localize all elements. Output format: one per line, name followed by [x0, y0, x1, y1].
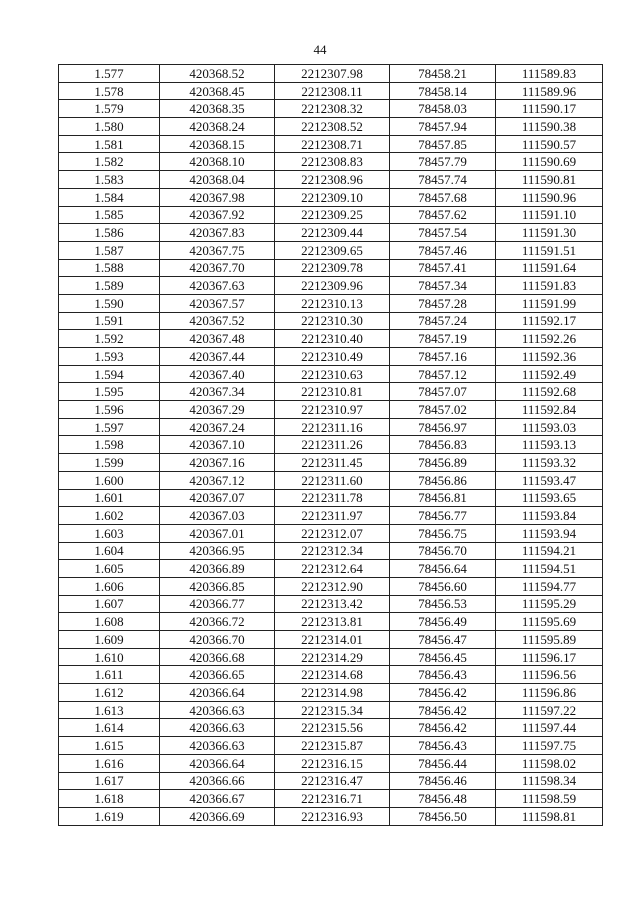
table-cell: 1.577 — [59, 65, 160, 83]
table-cell: 111595.29 — [496, 595, 603, 613]
table-cell: 420368.52 — [160, 65, 275, 83]
table-cell: 1.578 — [59, 82, 160, 100]
table-cell: 78456.89 — [390, 454, 496, 472]
table-cell: 111596.17 — [496, 648, 603, 666]
table-cell: 420366.85 — [160, 577, 275, 595]
table-cell: 111594.21 — [496, 542, 603, 560]
coordinates-table-body — [59, 65, 603, 826]
table-cell: 111597.22 — [496, 701, 603, 719]
table-cell: 78456.70 — [390, 542, 496, 560]
table-cell: 1.607 — [59, 595, 160, 613]
table-cell: 111595.89 — [496, 631, 603, 649]
table-cell: 1.583 — [59, 171, 160, 189]
table-cell: 2212309.25 — [275, 206, 390, 224]
table-cell: 1.593 — [59, 348, 160, 366]
table-cell: 1.591 — [59, 312, 160, 330]
table-row — [59, 401, 603, 419]
table-cell: 420366.64 — [160, 684, 275, 702]
table-cell: 111594.51 — [496, 560, 603, 578]
table-cell: 1.596 — [59, 401, 160, 419]
table-row — [59, 666, 603, 684]
table-cell: 2212315.87 — [275, 737, 390, 755]
table-cell: 78457.02 — [390, 401, 496, 419]
table-cell: 2212308.32 — [275, 100, 390, 118]
table-cell: 111590.96 — [496, 188, 603, 206]
table-cell: 420367.29 — [160, 401, 275, 419]
table-cell: 1.588 — [59, 259, 160, 277]
table-row — [59, 701, 603, 719]
table-cell: 78456.86 — [390, 471, 496, 489]
table-row — [59, 719, 603, 737]
table-row — [59, 100, 603, 118]
table-cell: 111592.49 — [496, 365, 603, 383]
table-cell: 78457.74 — [390, 171, 496, 189]
table-cell: 1.608 — [59, 613, 160, 631]
table-cell: 111593.13 — [496, 436, 603, 454]
table-row — [59, 224, 603, 242]
table-cell: 2212309.96 — [275, 277, 390, 295]
table-cell: 420367.48 — [160, 330, 275, 348]
coordinates-table — [58, 64, 603, 826]
table-cell: 2212312.90 — [275, 577, 390, 595]
table-row — [59, 82, 603, 100]
table-row — [59, 560, 603, 578]
table-cell: 78456.43 — [390, 666, 496, 684]
table-cell: 1.603 — [59, 524, 160, 542]
table-cell: 2212311.78 — [275, 489, 390, 507]
table-cell: 1.615 — [59, 737, 160, 755]
table-cell: 1.579 — [59, 100, 160, 118]
table-cell: 420366.95 — [160, 542, 275, 560]
table-cell: 1.613 — [59, 701, 160, 719]
table-cell: 420366.77 — [160, 595, 275, 613]
table-cell: 420367.07 — [160, 489, 275, 507]
table-cell: 2212310.40 — [275, 330, 390, 348]
table-cell: 111589.96 — [496, 82, 603, 100]
table-cell: 1.584 — [59, 188, 160, 206]
table-cell: 78456.47 — [390, 631, 496, 649]
table-cell: 2212308.11 — [275, 82, 390, 100]
table-cell: 111593.65 — [496, 489, 603, 507]
table-cell: 420367.12 — [160, 471, 275, 489]
table-cell: 1.599 — [59, 454, 160, 472]
table-cell: 2212311.26 — [275, 436, 390, 454]
table-cell: 111595.69 — [496, 613, 603, 631]
table-cell: 111594.77 — [496, 577, 603, 595]
table-cell: 420367.24 — [160, 418, 275, 436]
table-cell: 2212315.56 — [275, 719, 390, 737]
table-cell: 420366.89 — [160, 560, 275, 578]
table-row — [59, 807, 603, 825]
table-cell: 78457.41 — [390, 259, 496, 277]
table-row — [59, 524, 603, 542]
table-row — [59, 188, 603, 206]
table-cell: 1.618 — [59, 790, 160, 808]
table-cell: 2212310.30 — [275, 312, 390, 330]
table-cell: 111590.17 — [496, 100, 603, 118]
table-cell: 78457.46 — [390, 241, 496, 259]
table-cell: 2212314.68 — [275, 666, 390, 684]
table-cell: 420367.98 — [160, 188, 275, 206]
table-row — [59, 348, 603, 366]
table-cell: 111598.59 — [496, 790, 603, 808]
table-cell: 111590.69 — [496, 153, 603, 171]
table-cell: 2212310.49 — [275, 348, 390, 366]
table-row — [59, 613, 603, 631]
table-cell: 2212316.15 — [275, 754, 390, 772]
table-cell: 111596.56 — [496, 666, 603, 684]
table-cell: 2212308.96 — [275, 171, 390, 189]
table-row — [59, 595, 603, 613]
table-cell: 111592.36 — [496, 348, 603, 366]
table-row — [59, 153, 603, 171]
table-row — [59, 312, 603, 330]
table-cell: 111591.51 — [496, 241, 603, 259]
table-cell: 420366.65 — [160, 666, 275, 684]
table-cell: 78457.19 — [390, 330, 496, 348]
table-cell: 420366.69 — [160, 807, 275, 825]
table-cell: 420366.72 — [160, 613, 275, 631]
table-cell: 420367.57 — [160, 294, 275, 312]
table-cell: 420367.52 — [160, 312, 275, 330]
table-cell: 1.606 — [59, 577, 160, 595]
table-cell: 78456.64 — [390, 560, 496, 578]
table-row — [59, 277, 603, 295]
table-cell: 111591.83 — [496, 277, 603, 295]
table-cell: 1.586 — [59, 224, 160, 242]
table-cell: 111593.03 — [496, 418, 603, 436]
table-cell: 78458.21 — [390, 65, 496, 83]
table-cell: 1.592 — [59, 330, 160, 348]
table-cell: 420366.63 — [160, 701, 275, 719]
table-cell: 420367.75 — [160, 241, 275, 259]
table-row — [59, 542, 603, 560]
table-cell: 111591.30 — [496, 224, 603, 242]
table-cell: 78457.54 — [390, 224, 496, 242]
table-row — [59, 684, 603, 702]
table-cell: 111598.81 — [496, 807, 603, 825]
table-cell: 1.609 — [59, 631, 160, 649]
table-cell: 1.597 — [59, 418, 160, 436]
table-cell: 2212314.29 — [275, 648, 390, 666]
table-cell: 420367.10 — [160, 436, 275, 454]
table-row — [59, 772, 603, 790]
page-number: 44 — [313, 42, 327, 57]
table-cell: 420368.15 — [160, 135, 275, 153]
table-cell: 111590.81 — [496, 171, 603, 189]
table-row — [59, 577, 603, 595]
table-cell: 420367.83 — [160, 224, 275, 242]
table-cell: 420367.34 — [160, 383, 275, 401]
table-row — [59, 737, 603, 755]
table-cell: 78457.68 — [390, 188, 496, 206]
table-cell: 78456.83 — [390, 436, 496, 454]
table-cell: 1.600 — [59, 471, 160, 489]
table-cell: 111592.17 — [496, 312, 603, 330]
table-cell: 2212314.98 — [275, 684, 390, 702]
table-row — [59, 436, 603, 454]
table-cell: 111593.32 — [496, 454, 603, 472]
table-cell: 78456.97 — [390, 418, 496, 436]
table-cell: 2212310.97 — [275, 401, 390, 419]
table-cell: 2212313.81 — [275, 613, 390, 631]
table-cell: 1.604 — [59, 542, 160, 560]
table-cell: 2212309.78 — [275, 259, 390, 277]
table-cell: 2212309.65 — [275, 241, 390, 259]
table-cell: 111596.86 — [496, 684, 603, 702]
table-cell: 78456.50 — [390, 807, 496, 825]
table-cell: 78456.75 — [390, 524, 496, 542]
table-cell: 78458.03 — [390, 100, 496, 118]
table-row — [59, 471, 603, 489]
table-cell: 2212309.10 — [275, 188, 390, 206]
table-cell: 420366.66 — [160, 772, 275, 790]
table-row — [59, 648, 603, 666]
table-cell: 2212308.52 — [275, 118, 390, 136]
table-cell: 78458.14 — [390, 82, 496, 100]
table-cell: 420367.92 — [160, 206, 275, 224]
table-cell: 2212316.71 — [275, 790, 390, 808]
table-cell: 111593.47 — [496, 471, 603, 489]
table-cell: 111597.75 — [496, 737, 603, 755]
table-cell: 1.590 — [59, 294, 160, 312]
table-cell: 1.617 — [59, 772, 160, 790]
table-cell: 78457.16 — [390, 348, 496, 366]
table-cell: 111591.99 — [496, 294, 603, 312]
table-cell: 420366.64 — [160, 754, 275, 772]
table-cell: 78457.12 — [390, 365, 496, 383]
table-cell: 78456.42 — [390, 684, 496, 702]
table-cell: 78457.24 — [390, 312, 496, 330]
table-row — [59, 118, 603, 136]
table-cell: 78456.48 — [390, 790, 496, 808]
table-cell: 420368.10 — [160, 153, 275, 171]
table-cell: 420366.68 — [160, 648, 275, 666]
table-row — [59, 241, 603, 259]
table-cell: 2212310.81 — [275, 383, 390, 401]
table-cell: 2212311.97 — [275, 507, 390, 525]
table-cell: 420366.63 — [160, 719, 275, 737]
table-cell: 111590.57 — [496, 135, 603, 153]
table-cell: 2212308.71 — [275, 135, 390, 153]
table-cell: 2212310.63 — [275, 365, 390, 383]
table-cell: 2212311.60 — [275, 471, 390, 489]
table-cell: 78456.49 — [390, 613, 496, 631]
table-cell: 2212316.93 — [275, 807, 390, 825]
table-cell: 420366.67 — [160, 790, 275, 808]
table-cell: 1.614 — [59, 719, 160, 737]
table-cell: 78456.42 — [390, 701, 496, 719]
table-cell: 111589.83 — [496, 65, 603, 83]
table-row — [59, 365, 603, 383]
table-row — [59, 507, 603, 525]
table-cell: 78456.46 — [390, 772, 496, 790]
table-cell: 1.581 — [59, 135, 160, 153]
table-cell: 420368.24 — [160, 118, 275, 136]
table-cell: 2212312.64 — [275, 560, 390, 578]
table-cell: 2212312.34 — [275, 542, 390, 560]
table-cell: 1.611 — [59, 666, 160, 684]
table-cell: 1.616 — [59, 754, 160, 772]
table-cell: 2212309.44 — [275, 224, 390, 242]
table-cell: 420366.63 — [160, 737, 275, 755]
table-row — [59, 489, 603, 507]
table-cell: 111598.02 — [496, 754, 603, 772]
table-cell: 420367.16 — [160, 454, 275, 472]
table-cell: 420367.70 — [160, 259, 275, 277]
table-row — [59, 135, 603, 153]
table-cell: 78457.79 — [390, 153, 496, 171]
table-row — [59, 454, 603, 472]
table-cell: 1.612 — [59, 684, 160, 702]
table-cell: 78456.53 — [390, 595, 496, 613]
table-cell: 78457.07 — [390, 383, 496, 401]
table-cell: 111590.38 — [496, 118, 603, 136]
table-cell: 78457.34 — [390, 277, 496, 295]
table-cell: 78456.44 — [390, 754, 496, 772]
table-cell: 1.619 — [59, 807, 160, 825]
table-row — [59, 790, 603, 808]
table-row — [59, 65, 603, 83]
table-cell: 78456.77 — [390, 507, 496, 525]
table-cell: 420367.63 — [160, 277, 275, 295]
table-cell: 1.585 — [59, 206, 160, 224]
table-cell: 1.589 — [59, 277, 160, 295]
table-cell: 420368.45 — [160, 82, 275, 100]
table-cell: 1.587 — [59, 241, 160, 259]
table-cell: 1.582 — [59, 153, 160, 171]
table-row — [59, 171, 603, 189]
table-cell: 78456.81 — [390, 489, 496, 507]
table-cell: 420368.04 — [160, 171, 275, 189]
table-cell: 2212307.98 — [275, 65, 390, 83]
table-cell: 111593.94 — [496, 524, 603, 542]
table-cell: 78457.28 — [390, 294, 496, 312]
table-row — [59, 418, 603, 436]
table-cell: 2212313.42 — [275, 595, 390, 613]
table-cell: 2212315.34 — [275, 701, 390, 719]
table-cell: 2212311.45 — [275, 454, 390, 472]
table-cell: 111592.26 — [496, 330, 603, 348]
table-cell: 420367.40 — [160, 365, 275, 383]
table-row — [59, 206, 603, 224]
table-cell: 78456.42 — [390, 719, 496, 737]
table-cell: 1.601 — [59, 489, 160, 507]
table-cell: 1.598 — [59, 436, 160, 454]
table-cell: 1.595 — [59, 383, 160, 401]
table-cell: 2212316.47 — [275, 772, 390, 790]
table-cell: 420367.01 — [160, 524, 275, 542]
table-cell: 420367.03 — [160, 507, 275, 525]
table-cell: 78457.85 — [390, 135, 496, 153]
table-cell: 1.610 — [59, 648, 160, 666]
table-row — [59, 330, 603, 348]
table-cell: 111591.64 — [496, 259, 603, 277]
table-cell: 420368.35 — [160, 100, 275, 118]
table-cell: 420367.44 — [160, 348, 275, 366]
table-cell: 78456.43 — [390, 737, 496, 755]
table-cell: 2212312.07 — [275, 524, 390, 542]
table-cell: 1.594 — [59, 365, 160, 383]
table-cell: 2212314.01 — [275, 631, 390, 649]
table-cell: 1.605 — [59, 560, 160, 578]
table-row — [59, 631, 603, 649]
table-cell: 2212308.83 — [275, 153, 390, 171]
table-row — [59, 294, 603, 312]
table-cell: 78457.62 — [390, 206, 496, 224]
table-row — [59, 259, 603, 277]
table-cell: 2212310.13 — [275, 294, 390, 312]
table-cell: 1.580 — [59, 118, 160, 136]
table-cell: 111597.44 — [496, 719, 603, 737]
table-cell: 111591.10 — [496, 206, 603, 224]
table-cell: 111598.34 — [496, 772, 603, 790]
table-row — [59, 383, 603, 401]
table-cell: 1.602 — [59, 507, 160, 525]
table-cell: 78457.94 — [390, 118, 496, 136]
table-cell: 111592.84 — [496, 401, 603, 419]
table-row — [59, 754, 603, 772]
table-cell: 420366.70 — [160, 631, 275, 649]
table-cell: 111593.84 — [496, 507, 603, 525]
table-cell: 78456.60 — [390, 577, 496, 595]
table-cell: 78456.45 — [390, 648, 496, 666]
table-cell: 2212311.16 — [275, 418, 390, 436]
table-cell: 111592.68 — [496, 383, 603, 401]
